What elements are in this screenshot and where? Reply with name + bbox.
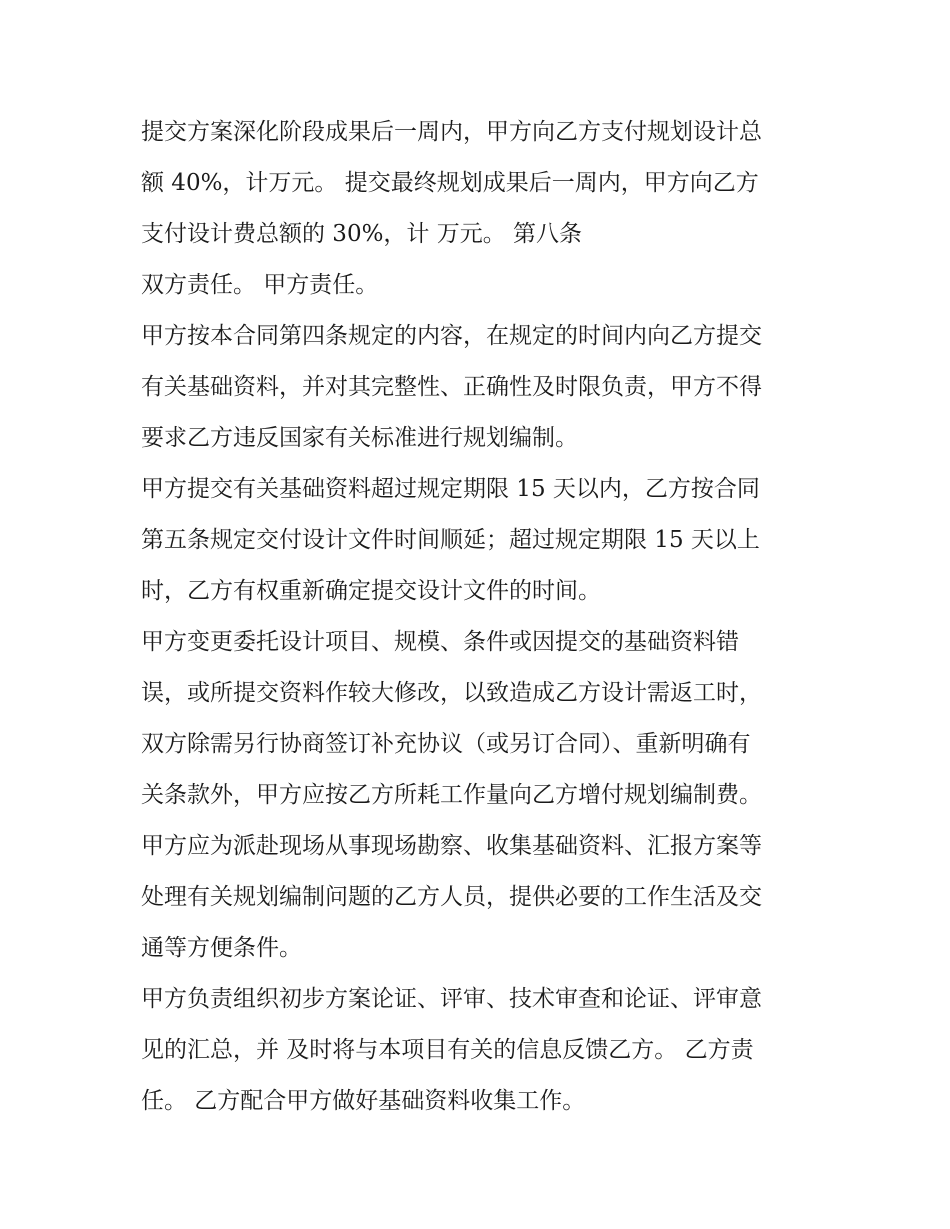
text-line: 见的汇总，并 及时将与本项目有关的信息反馈乙方。 乙方责	[141, 1037, 754, 1063]
text-line: 支付设计费总额的 30%，计 万元。 第八条	[141, 221, 583, 247]
document-body	[141, 107, 831, 1127]
text-line: 双方除需另行协商签订补充协议（或另订合同）、重新明确有	[141, 731, 751, 757]
text-line: 第五条规定交付设计文件时间顺延；超过规定期限 15 天以上	[141, 527, 760, 553]
text-line: 甲方应为派赴现场从事现场勘察、收集基础资料、汇报方案等	[141, 833, 762, 859]
text-line: 提交方案深化阶段成果后一周内，甲方向乙方支付规划设计总	[141, 119, 762, 145]
text-line: 甲方变更委托设计项目、规模、条件或因提交的基础资料错	[141, 629, 739, 655]
text-line: 额 40%，计万元。 提交最终规划成果后一周内，甲方向乙方	[141, 170, 759, 196]
text-line: 有关基础资料，并对其完整性、正确性及时限负责，甲方不得	[141, 374, 762, 400]
text-line: 任。 乙方配合甲方做好基础资料收集工作。	[141, 1088, 586, 1114]
text-line: 双方责任。 甲方责任。	[141, 272, 379, 298]
text-line: 处理有关规划编制问题的乙方人员，提供必要的工作生活及交	[141, 884, 762, 910]
text-line: 甲方按本合同第四条规定的内容，在规定的时间内向乙方提交	[141, 323, 762, 349]
text-line: 要求乙方违反国家有关标准进行规划编制。	[141, 425, 578, 451]
text-line: 甲方负责组织初步方案论证、评审、技术审查和论证、评审意	[141, 986, 762, 1012]
text-line: 关条款外，甲方应按乙方所耗工作量向乙方增付规划编制费。	[141, 782, 762, 808]
text-line: 甲方提交有关基础资料超过规定期限 15 天以内，乙方按合同	[141, 476, 760, 502]
text-line: 时，乙方有权重新确定提交设计文件的时间。	[141, 578, 601, 604]
text-line: 误，或所提交资料作较大修改，以致造成乙方设计需返工时，	[141, 680, 762, 706]
text-line: 通等方便条件。	[141, 935, 302, 961]
